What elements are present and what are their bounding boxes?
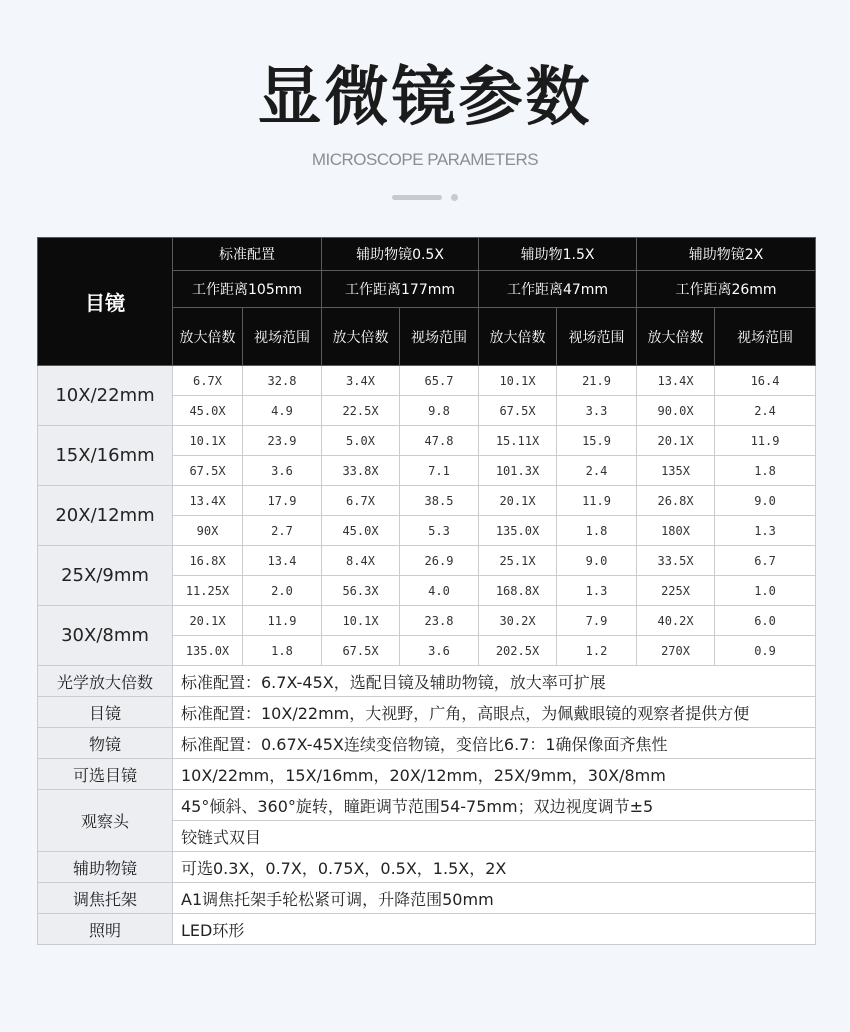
decor-dash	[392, 195, 442, 200]
field-of-view-cell: 1.8	[715, 456, 816, 486]
spec-value: 标准配置：10X/22mm，大视野，广角，高眼点，为佩戴眼镜的观察者提供方便	[173, 697, 816, 728]
spec-value: 45°倾斜、360°旋转，瞳距调节范围54-75mm；双边视度调节±5	[173, 790, 816, 821]
field-of-view-cell: 2.4	[715, 396, 816, 426]
spec-row-lighting	[38, 914, 816, 945]
eyepiece-column-header: 目镜	[38, 238, 173, 366]
config-name-standard: 标准配置	[173, 238, 322, 271]
table-row	[38, 366, 816, 396]
magnification-cell: 20.1X	[479, 486, 557, 516]
config-name-aux-2x: 辅助物镜2X	[637, 238, 816, 271]
field-of-view-cell: 1.2	[557, 636, 637, 666]
spec-row-objective	[38, 728, 816, 759]
col-field-of-view: 视场范围	[715, 308, 816, 366]
magnification-cell: 6.7X	[173, 366, 243, 396]
page-subtitle: MICROSCOPE PARAMETERS	[311, 150, 539, 169]
field-of-view-cell: 3.3	[557, 396, 637, 426]
spec-value: 10X/22mm，15X/16mm，20X/12mm，25X/9mm，30X/8mm	[173, 759, 816, 790]
spec-row-eyepiece	[38, 697, 816, 728]
magnification-cell: 30.2X	[479, 606, 557, 636]
magnification-data	[38, 366, 816, 666]
spec-row-focus-stand	[38, 883, 816, 914]
spec-label: 光学放大倍数	[38, 666, 173, 697]
field-of-view-cell: 11.9	[243, 606, 322, 636]
field-of-view-cell: 65.7	[400, 366, 479, 396]
field-of-view-cell: 4.0	[400, 576, 479, 606]
spec-row-head	[38, 790, 816, 821]
field-of-view-cell: 5.3	[400, 516, 479, 546]
field-of-view-cell: 2.4	[557, 456, 637, 486]
magnification-cell: 20.1X	[637, 426, 715, 456]
magnification-cell: 15.11X	[479, 426, 557, 456]
table-row	[38, 546, 816, 576]
magnification-cell: 202.5X	[479, 636, 557, 666]
config-name-aux-0.5x: 辅助物镜0.5X	[322, 238, 479, 271]
magnification-cell: 67.5X	[322, 636, 400, 666]
table-row	[38, 426, 816, 456]
field-of-view-cell: 1.8	[243, 636, 322, 666]
magnification-cell: 45.0X	[322, 516, 400, 546]
eyepiece-spec: 25X/9mm	[38, 546, 173, 606]
field-of-view-cell: 1.0	[715, 576, 816, 606]
magnification-cell: 11.25X	[173, 576, 243, 606]
magnification-cell: 90.0X	[637, 396, 715, 426]
spec-label: 可选目镜	[38, 759, 173, 790]
magnification-cell: 40.2X	[637, 606, 715, 636]
config-distance-aux-1.5x: 工作距离47mm	[479, 271, 637, 308]
spec-value: 标准配置：6.7X-45X，选配目镜及辅助物镜，放大率可扩展	[173, 666, 816, 697]
eyepiece-spec: 10X/22mm	[38, 366, 173, 426]
config-name-aux-1.5x: 辅助物1.5X	[479, 238, 637, 271]
config-distance-standard: 工作距离105mm	[173, 271, 322, 308]
field-of-view-cell: 15.9	[557, 426, 637, 456]
field-of-view-cell: 11.9	[715, 426, 816, 456]
magnification-cell: 33.5X	[637, 546, 715, 576]
magnification-cell: 25.1X	[479, 546, 557, 576]
magnification-cell: 10.1X	[322, 606, 400, 636]
spec-value: 可选0.3X，0.7X，0.75X，0.5X，1.5X，2X	[173, 852, 816, 883]
magnification-cell: 5.0X	[322, 426, 400, 456]
magnification-cell: 67.5X	[173, 456, 243, 486]
spec-value: 铰链式双目	[173, 821, 816, 852]
magnification-cell: 33.8X	[322, 456, 400, 486]
field-of-view-cell: 9.0	[557, 546, 637, 576]
config-distance-aux-0.5x: 工作距离177mm	[322, 271, 479, 308]
field-of-view-cell: 6.0	[715, 606, 816, 636]
field-of-view-cell: 17.9	[243, 486, 322, 516]
magnification-cell: 20.1X	[173, 606, 243, 636]
spec-label: 照明	[38, 914, 173, 945]
eyepiece-spec: 15X/16mm	[38, 426, 173, 486]
spec-value: A1调焦托架手轮松紧可调，升降范围50mm	[173, 883, 816, 914]
field-of-view-cell: 1.3	[715, 516, 816, 546]
magnification-cell: 101.3X	[479, 456, 557, 486]
field-of-view-cell: 23.9	[243, 426, 322, 456]
col-field-of-view: 视场范围	[243, 308, 322, 366]
eyepiece-spec: 20X/12mm	[38, 486, 173, 546]
col-field-of-view: 视场范围	[400, 308, 479, 366]
spec-value: 标准配置：0.67X-45X连续变倍物镜，变倍比6.7：1确保像面齐焦性	[173, 728, 816, 759]
magnification-cell: 10.1X	[173, 426, 243, 456]
magnification-cell: 135X	[637, 456, 715, 486]
col-field-of-view: 视场范围	[557, 308, 637, 366]
field-of-view-cell: 3.6	[243, 456, 322, 486]
magnification-cell: 26.8X	[637, 486, 715, 516]
magnification-cell: 225X	[637, 576, 715, 606]
field-of-view-cell: 0.9	[715, 636, 816, 666]
magnification-cell: 168.8X	[479, 576, 557, 606]
field-of-view-cell: 7.1	[400, 456, 479, 486]
field-of-view-cell: 7.9	[557, 606, 637, 636]
magnification-cell: 3.4X	[322, 366, 400, 396]
spec-row-optical-mag	[38, 666, 816, 697]
field-of-view-cell: 13.4	[243, 546, 322, 576]
config-distance-aux-2x: 工作距离26mm	[637, 271, 816, 308]
magnification-cell: 8.4X	[322, 546, 400, 576]
field-of-view-cell: 9.0	[715, 486, 816, 516]
field-of-view-cell: 38.5	[400, 486, 479, 516]
spec-row-aux-objective	[38, 852, 816, 883]
page-title: 显微镜参数	[257, 61, 593, 135]
field-of-view-cell: 6.7	[715, 546, 816, 576]
magnification-cell: 90X	[173, 516, 243, 546]
col-magnification: 放大倍数	[479, 308, 557, 366]
col-magnification: 放大倍数	[637, 308, 715, 366]
magnification-cell: 13.4X	[173, 486, 243, 516]
col-magnification: 放大倍数	[322, 308, 400, 366]
magnification-cell: 56.3X	[322, 576, 400, 606]
field-of-view-cell: 1.8	[557, 516, 637, 546]
field-of-view-cell: 4.9	[243, 396, 322, 426]
field-of-view-cell: 2.7	[243, 516, 322, 546]
table-row	[38, 486, 816, 516]
spec-label: 辅助物镜	[38, 852, 173, 883]
field-of-view-cell: 16.4	[715, 366, 816, 396]
field-of-view-cell: 32.8	[243, 366, 322, 396]
magnification-cell: 10.1X	[479, 366, 557, 396]
eyepiece-spec: 30X/8mm	[38, 606, 173, 666]
spec-value: LED环形	[173, 914, 816, 945]
magnification-cell: 6.7X	[322, 486, 400, 516]
magnification-cell: 67.5X	[479, 396, 557, 426]
field-of-view-cell: 9.8	[400, 396, 479, 426]
magnification-cell: 135.0X	[479, 516, 557, 546]
magnification-cell: 270X	[637, 636, 715, 666]
col-magnification: 放大倍数	[173, 308, 243, 366]
spec-row-optional-eyepiece	[38, 759, 816, 790]
spec-label: 目镜	[38, 697, 173, 728]
decor-dot	[451, 194, 458, 201]
magnification-cell: 13.4X	[637, 366, 715, 396]
parameters-table	[37, 237, 816, 945]
field-of-view-cell: 26.9	[400, 546, 479, 576]
magnification-cell: 16.8X	[173, 546, 243, 576]
magnification-cell: 45.0X	[173, 396, 243, 426]
magnification-cell: 135.0X	[173, 636, 243, 666]
field-of-view-cell: 3.6	[400, 636, 479, 666]
field-of-view-cell: 2.0	[243, 576, 322, 606]
field-of-view-cell: 1.3	[557, 576, 637, 606]
magnification-cell: 180X	[637, 516, 715, 546]
magnification-cell: 22.5X	[322, 396, 400, 426]
spec-label: 调焦托架	[38, 883, 173, 914]
field-of-view-cell: 11.9	[557, 486, 637, 516]
field-of-view-cell: 23.8	[400, 606, 479, 636]
field-of-view-cell: 21.9	[557, 366, 637, 396]
table-header	[38, 238, 816, 366]
field-of-view-cell: 47.8	[400, 426, 479, 456]
spec-section	[38, 666, 816, 945]
spec-label: 物镜	[38, 728, 173, 759]
spec-label: 观察头	[38, 790, 173, 852]
table-row	[38, 606, 816, 636]
